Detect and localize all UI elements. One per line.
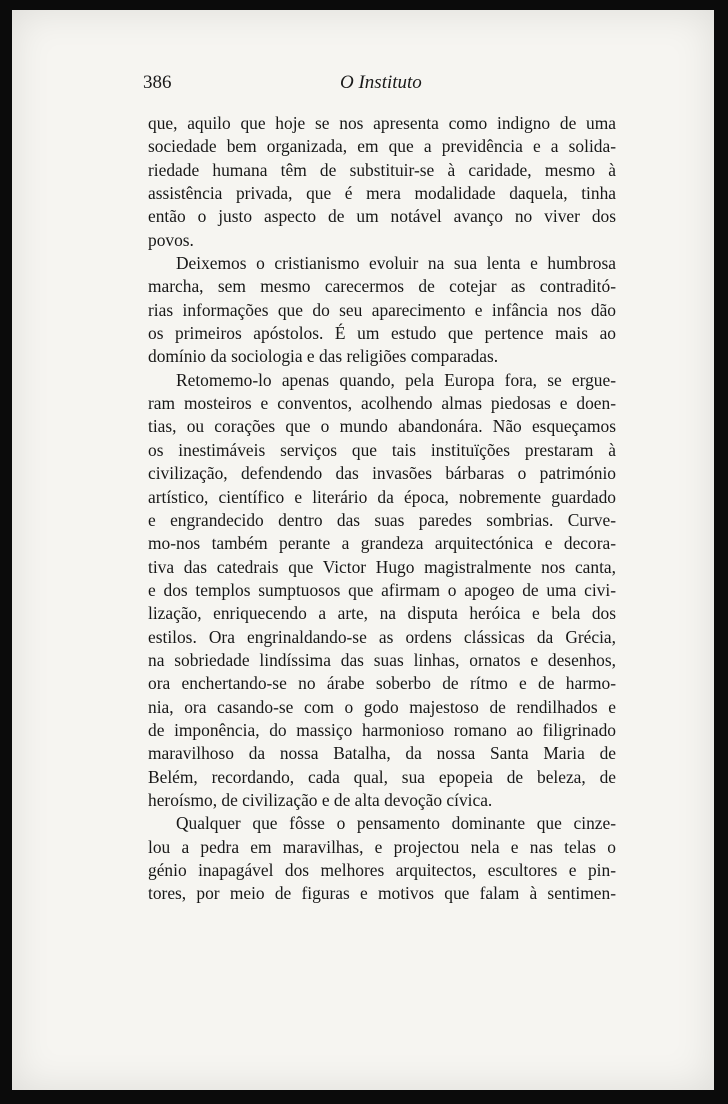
page-number: 386: [143, 72, 172, 93]
body-text: [148, 112, 616, 906]
text-line: Deixemos o cristianismo evoluir na sua lenta e humbrosa: [176, 253, 616, 274]
text-line: os inestimáveis serviços que tais instituïções prestaram à: [148, 439, 616, 460]
text-line: ram mosteiros e conventos, acolhendo almas piedosas e doen-: [148, 393, 616, 414]
paragraph: [148, 112, 616, 252]
text-line: Qualquer que fôsse o pensamento dominante que cinze-: [176, 813, 616, 834]
text-line: de imponência, do massiço harmonioso romano ao filigrinado: [148, 719, 616, 740]
paragraph: [148, 252, 616, 369]
text-line: génio inapagável dos melhores arquitectos, escultores e pin-: [148, 860, 616, 880]
paragraph: [148, 812, 616, 905]
text-line: marcha, sem mesmo carecermos de cotejar as contraditó-: [148, 276, 616, 297]
text-line: estilos. Ora engrinaldando-se as ordens clássicas da Grécia,: [148, 626, 616, 647]
paragraph: [148, 369, 616, 813]
text-line: então o justo aspecto de um notável avanço no viver dos: [148, 206, 616, 227]
page-header: [135, 72, 615, 100]
text-line: assistência privada, que é mera modalidade daquela, tinha: [148, 183, 616, 204]
text-line: e engrandecido dentro das suas paredes sombrias. Curve-: [148, 509, 616, 530]
text-line: maravilhoso da nossa Batalha, da nossa Santa Maria de: [148, 743, 616, 764]
text-line: tiva das catedrais que Victor Hugo magistralmente nos canta,: [148, 556, 616, 577]
text-line: Retomemo-lo apenas quando, pela Europa fora, se ergue-: [176, 369, 616, 390]
text-line: tores, por meio de figuras e motivos que falam à sentimen-: [148, 883, 616, 904]
text-line: domínio da sociologia e das religiões comparadas.: [148, 346, 499, 367]
text-line: riedade humana têm de substituir-se à caridade, mesmo à: [148, 159, 616, 180]
text-line: nia, ora casando-se com o godo majestoso de rendilhados e: [148, 696, 616, 717]
text-line: heroísmo, de civilização e de alta devoção cívica.: [148, 789, 493, 810]
text-line: civilização, defendendo das invasões bárbaras o património: [148, 463, 616, 484]
text-line: artístico, científico e literário da época, nobremente guardado: [148, 486, 616, 507]
text-line: tias, ou corações que o mundo abandonára. Não esqueçamos: [148, 416, 616, 437]
text-line: os primeiros apóstolos. É um estudo que pertence mais ao: [148, 323, 616, 344]
text-line: que, aquilo que hoje se nos apresenta como indigno de uma: [148, 113, 616, 133]
text-line: rias informações que do seu aparecimento e infância nos dão: [148, 299, 616, 320]
text-line: sociedade bem organizada, em que a previdência e a solida-: [148, 136, 616, 157]
text-line: povos.: [148, 229, 194, 250]
text-line: lização, enriquecendo a arte, na disputa heróica e bela dos: [148, 603, 616, 624]
text-line: mo-nos também perante a grandeza arquitectónica e decora-: [148, 533, 616, 554]
text-line: ora enchertando-se no árabe soberbo de rítmo e de harmo-: [148, 673, 616, 694]
text-line: Belém, recordando, cada qual, sua epopeia de beleza, de: [148, 766, 616, 787]
text-line: na sobriedade lindíssima das suas linhas, ornatos e desenhos,: [148, 649, 616, 670]
text-line: e dos templos sumptuosos que afirmam o apogeo de uma civi-: [148, 579, 616, 600]
running-title: O Instituto: [340, 72, 422, 93]
text-line: lou a pedra em maravilhas, e projectou nela e nas telas o: [148, 836, 616, 857]
